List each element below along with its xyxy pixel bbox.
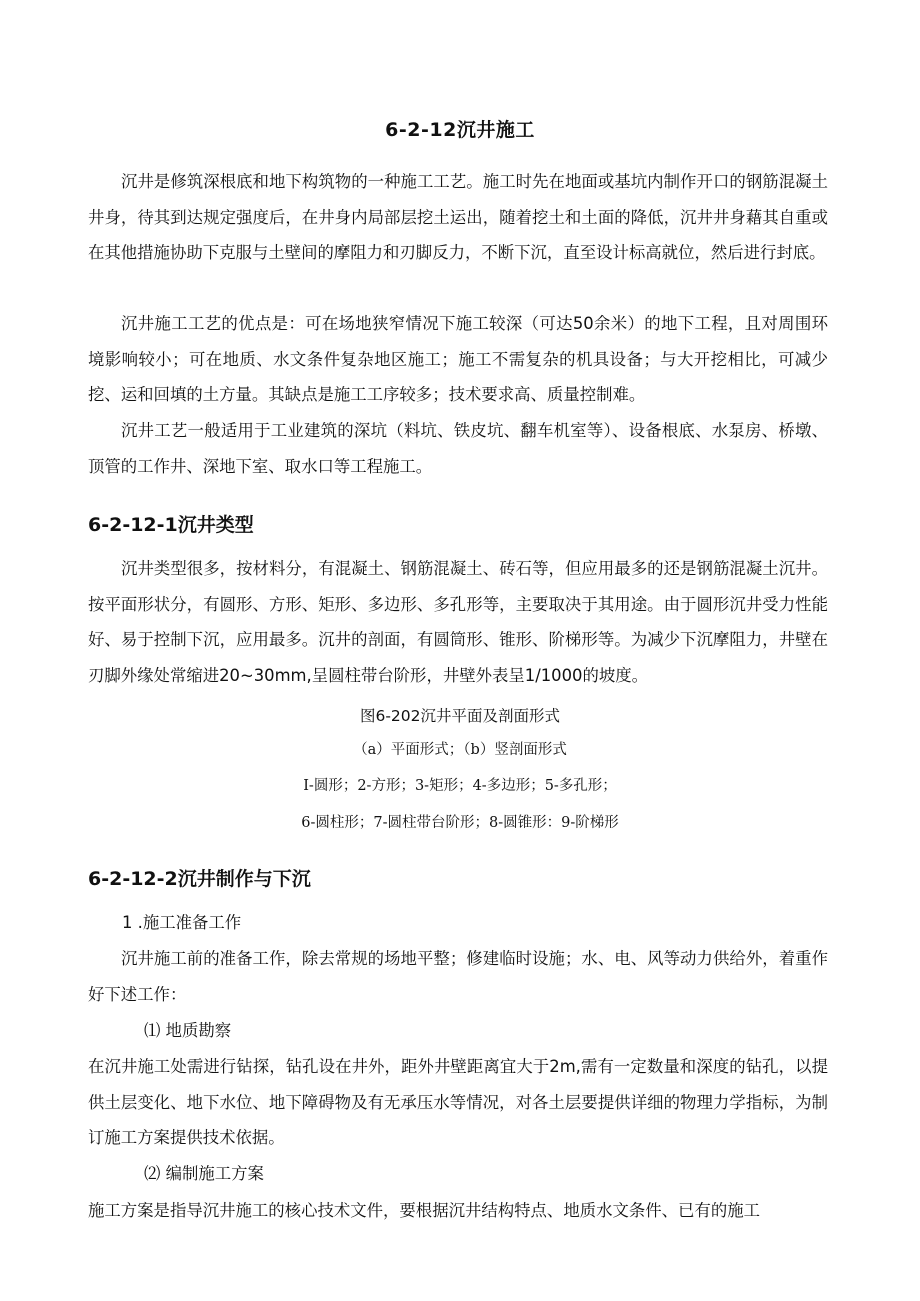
intro-paragraph-1: 沉井是修筑深根底和地下构筑物的一种施工工艺。施工时先在地面或基坑内制作开口的钢筋混凝土井身，待其到达规定强度后，在井身内局部层挖土运出，随着挖土和土面的降低，沉井井身藉其自重或在其他措施协助下克服与土壁间的摩阻力和刃脚反力，不断下沉，直至设计标高就位，然后进行封底。 [88,172,828,262]
construction-plan-paragraph: 施工方案是指导沉井施工的核心技术文件，要根据沉井结构特点、地质水文条件、已有的施工 [88,1201,761,1220]
intro-paragraph-2: 沉井施工工艺的优点是：可在场地狭窄情况下施工较深（可达50余米）的地下工程，且对周围环境影响较小；可在地质、水文条件复杂地区施工；施工不需复杂的机具设备；与大开挖相比，可减少挖、运和回填的土方量。其缺点是施工工序较多；技术要求高、质量控制难。 [88,314,828,404]
section-heading-fabrication: 6-2-12-2沉井制作与下沉 [88,868,311,890]
figure-caption-line-2: I-圆形；2-方形；3-矩形；4-多边形；5-多孔形； [303,778,617,794]
figure-caption: 图6-202沉井平面及剖面形式 [359,707,561,725]
sub-item-construction-plan: ⑵ 编制施工方案 [144,1164,264,1183]
figure-caption-line-3: 6-圆柱形；7-圆柱带台阶形；8-圆锥形：9-阶梯形 [301,815,619,831]
list-item-preparation: 1 .施工准备工作 [122,913,242,932]
section-heading-types: 6-2-12-1沉井类型 [88,514,254,536]
intro-paragraph-3: 沉井工艺一般适用于工业建筑的深坑（料坑、铁皮坑、翻车机室等）、设备根底、水泵房、桥墩、顶管的工作井、深地下室、取水口等工程施工。 [88,421,828,476]
sub-item-geological-survey: ⑴ 地质勘察 [144,1021,232,1040]
geological-survey-paragraph: 在沉井施工处需进行钻探，钻孔设在井外，距外井壁距离宜大于2m,需有一定数量和深度的钻孔，以提供土层变化、地下水位、地下障碍物及有无承压水等情况，对各土层要提供详细的物理力学指标，为制订施工方案提供技术依据。 [88,1057,828,1147]
figure-caption-line-1: （a）平面形式；（b）竖剖面形式 [353,742,567,758]
page-title: 6-2-12沉井施工 [385,119,535,141]
preparation-paragraph: 沉井施工前的准备工作，除去常规的场地平整；修建临时设施；水、电、风等动力供给外，着重作好下述工作： [88,949,828,1004]
section-types-paragraph: 沉井类型很多，按材料分，有混凝土、钢筋混凝土、砖石等，但应用最多的还是钢筋混凝土沉井。按平面形状分，有圆形、方形、矩形、多边形、多孔形等，主要取决于其用途。由于圆形沉井受力性能好、易于控制下沉，应用最多。沉井的剖面，有圆筒形、锥形、阶梯形等。为减少下沉摩阻力，井壁在刃脚外缘处常缩进20~30mm,呈圆柱带台阶形，井壁外表呈1/1000的坡度。 [88,559,828,685]
